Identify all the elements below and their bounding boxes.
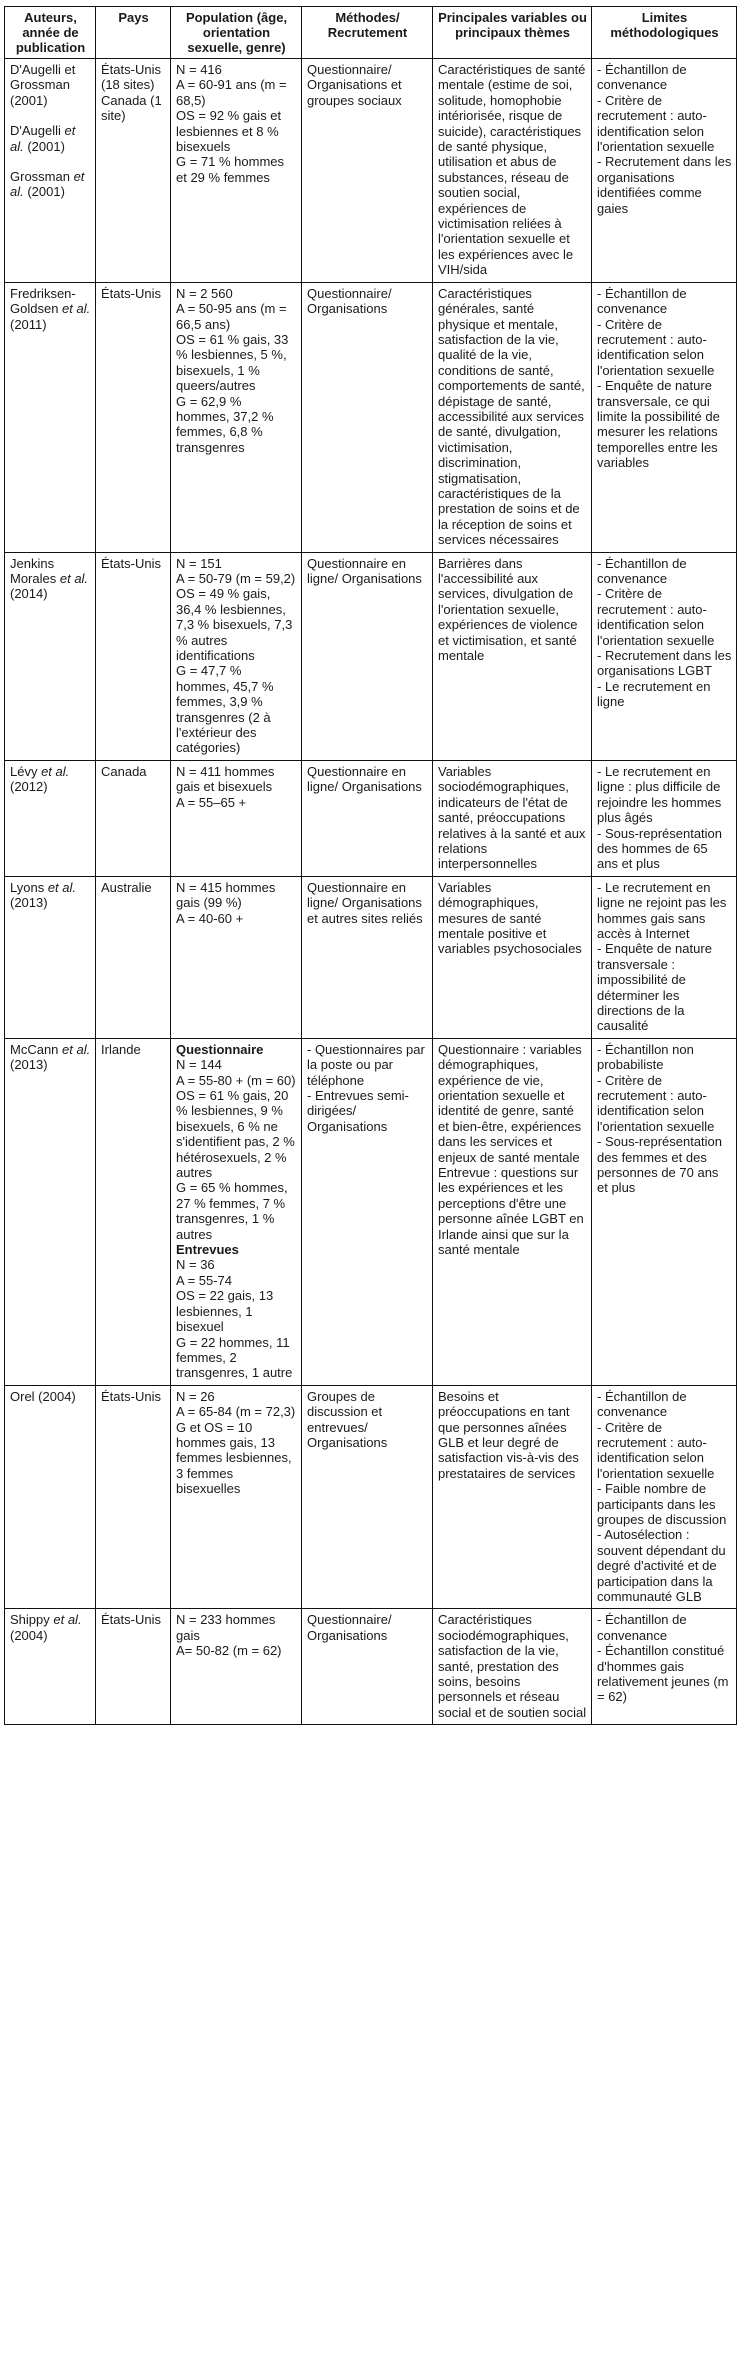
et-al: et al. — [53, 1612, 82, 1628]
header-themes: Principales variables ou principaux thèmes — [433, 7, 592, 59]
population-line: N = 416 — [176, 62, 222, 77]
population-cell — [171, 760, 302, 876]
limit-line: - Critère de recrutement : auto-identification selon l'orientation sexuelle — [597, 1072, 715, 1134]
table-row — [5, 760, 737, 876]
table-row — [5, 876, 737, 1038]
methods-cell — [302, 876, 433, 1038]
country-text: États-Unis — [101, 555, 161, 571]
table-row — [5, 1038, 737, 1385]
themes-cell — [433, 552, 592, 760]
population-line: A= 50-82 (m = 62) — [176, 1643, 282, 1659]
population-line: OS = 61 % gais, 20 % lesbiennes, 9 % bisexuels, 6 % ne s'identifient pas, 2 % hétérosexuels, 2 % autres — [176, 1088, 295, 1181]
limit-line: - Recrutement dans les organisations identifiées comme gaies — [597, 154, 732, 216]
method-line: Questionnaire/ Organisations — [307, 285, 392, 317]
author-name: Orel (2004) — [10, 1388, 76, 1404]
country-cell — [96, 1609, 171, 1725]
et-al: et al. — [62, 301, 91, 317]
methods-cell — [302, 1038, 433, 1385]
themes-text: Caractéristiques sociodémographiques, satisfaction de la vie, santé, prestation des soins, besoins personnels et réseau social et de soutien social — [438, 1612, 587, 1720]
limit-line: - Le recrutement en ligne ne rejoint pas les hommes gais sans accès à Internet — [597, 879, 727, 941]
header-authors: Auteurs, année de publication — [5, 7, 96, 59]
author-name: D'Augelli — [10, 123, 65, 139]
methods-cell — [302, 282, 433, 552]
themes-text: Barrières dans l'accessibilité aux services, divulgation de l'orientation sexuelle, expériences de violence et victimisation, et santé mentale — [438, 555, 578, 664]
themes-text: Variables démographiques, mesures de santé mentale positive et variables psychosociales — [438, 879, 582, 957]
et-al: et al. — [10, 169, 85, 200]
themes-text: Besoins et préoccupations en tant que personnes aînées GLB et leur degré de satisfaction vis-à-vis des prestataires de services — [438, 1388, 579, 1481]
population-line: N = 36 — [176, 1257, 215, 1273]
limit-line: - Échantillon non probabiliste — [597, 1041, 694, 1073]
themes-cell — [433, 1038, 592, 1385]
methods-cell — [302, 552, 433, 760]
limits-cell — [592, 1038, 737, 1385]
methods-cell — [302, 1609, 433, 1725]
method-line: Questionnaire/ Organisations et groupes sociaux — [307, 62, 402, 108]
limits-cell — [592, 552, 737, 760]
et-al: et al. — [62, 1041, 91, 1057]
limit-line: - Critère de recrutement : auto-identification selon l'orientation sexuelle — [597, 586, 715, 648]
limits-cell — [592, 59, 737, 283]
population-line: A = 60-91 ans (m = 68,5) — [176, 77, 287, 108]
author-year: (2001) — [23, 138, 65, 154]
method-line: Questionnaire en ligne/ Organisations — [307, 763, 422, 795]
population-line: N = 2 560 — [176, 285, 233, 301]
table-header-row — [5, 7, 737, 59]
authors-cell — [5, 760, 96, 876]
limit-line: - Échantillon de convenance — [597, 62, 687, 93]
country-text: Irlande — [101, 1041, 141, 1057]
country-text: États-Unis — [101, 1612, 161, 1628]
et-al: et al. — [59, 571, 89, 586]
authors-cell — [5, 876, 96, 1038]
author-name: Lévy — [10, 763, 42, 779]
limit-line: - Critère de recrutement : auto-identification selon l'orientation sexuelle — [597, 316, 715, 378]
author-year: (2013) — [10, 895, 48, 911]
limit-line: - Critère de recrutement : auto-identification selon l'orientation sexuelle — [597, 1419, 715, 1481]
methods-cell — [302, 760, 433, 876]
population-line: A = 55–65 + — [176, 794, 247, 810]
population-cell — [171, 282, 302, 552]
methods-cell — [302, 59, 433, 283]
population-line: OS = 49 % gais, 36,4 % lesbiennes, 7,3 % bisexuels, 7,3 % autres identifications — [176, 586, 293, 664]
country-text: Canada (1 site) — [101, 92, 162, 124]
et-al: et al. — [47, 879, 77, 895]
author-citation — [10, 1042, 91, 1073]
limit-line: - Échantillon de convenance — [597, 1612, 687, 1643]
population-subheading: Questionnaire — [176, 1041, 264, 1057]
limits-cell — [592, 1385, 737, 1609]
header-population: Population (âge, orientation sexuelle, genre) — [171, 7, 302, 59]
country-cell — [96, 282, 171, 552]
author-year: (2004) — [10, 1627, 48, 1643]
limit-line: - Enquête de nature transversale : impossibilité de déterminer les directions de la causalité — [597, 941, 712, 1034]
table-row — [5, 1385, 737, 1609]
limit-line: - Le recrutement en ligne — [597, 678, 711, 710]
author-citation — [10, 123, 91, 154]
authors-cell — [5, 282, 96, 552]
population-line: N = 151 — [176, 555, 222, 571]
population-line: G et OS = 10 hommes gais, 13 femmes lesbiennes, 3 femmes bisexuelles — [176, 1419, 292, 1497]
authors-cell — [5, 1038, 96, 1385]
population-line: OS = 61 % gais, 33 % lesbiennes, 5 %, bisexuels, 1 % queers/autres — [176, 331, 289, 394]
population-line: OS = 22 gais, 13 lesbiennes, 1 bisexuel — [176, 1288, 274, 1335]
limit-line: - Le recrutement en ligne : plus difficile de rejoindre les hommes plus âgés — [597, 763, 722, 826]
table-body — [5, 59, 737, 1725]
author-citation — [10, 880, 91, 911]
limit-line: - Échantillon de convenance — [597, 555, 687, 586]
population-line: G = 62,9 % hommes, 37,2 % femmes, 6,8 % transgenres — [176, 393, 274, 455]
population-line: A = 50-79 (m = 59,2) — [176, 571, 296, 586]
themes-cell — [433, 1609, 592, 1725]
population-line: N = 233 hommes gais — [176, 1612, 276, 1643]
limit-line: - Échantillon constitué d'hommes gais relativement jeunes (m = 62) — [597, 1643, 729, 1705]
table-row — [5, 552, 737, 760]
country-cell — [96, 1385, 171, 1609]
limit-line: - Critère de recrutement : auto-identification selon l'orientation sexuelle — [597, 92, 715, 155]
method-line: Questionnaire en ligne/ Organisations — [307, 555, 422, 586]
population-line: A = 50-95 ans (m = 66,5 ans) — [176, 301, 287, 332]
population-line: A = 55-80 + (m = 60) — [176, 1072, 296, 1088]
population-line: N = 415 hommes gais (99 %) — [176, 879, 276, 911]
author-year: (2001) — [23, 184, 65, 200]
themes-text: Variables sociodémographiques, indicateurs de l'état de santé, préoccupations relatives à la santé et aux relations interpersonnelles — [438, 763, 586, 872]
limits-cell — [592, 282, 737, 552]
population-line: G = 71 % hommes et 29 % femmes — [176, 154, 285, 185]
themes-cell — [433, 59, 592, 283]
population-cell — [171, 1385, 302, 1609]
authors-cell — [5, 552, 96, 760]
spacer — [10, 154, 91, 169]
limit-line: - Enquête de nature transversale, ce qui limite la possibilité de mesurer les relations temporelles entre les variables — [597, 378, 720, 471]
method-line: Groupes de discussion et entrevues/ Organisations — [307, 1388, 388, 1450]
author-name: McCann — [10, 1041, 63, 1057]
method-line: Questionnaire/ Organisations — [307, 1612, 392, 1643]
themes-text: Caractéristiques générales, santé physique et mentale, satisfaction de la vie, qualité de la vie, conditions de santé, comportements de santé, dépistage de santé, accessibilité aux services de santé, divulgation, victimisation, discrimination, stigmatisation, caractéristiques de la prestation de soins et de la réception de soins et services nécessaires — [438, 285, 585, 548]
header-limits: Limites méthodologiques — [592, 7, 737, 59]
author-citation — [10, 556, 91, 602]
themes-text: Questionnaire : variables démographiques, expérience de vie, orientation sexuelle et identité de genre, santé et bien-être, expériences dans les services et enjeux de santé mentale Entrevue : questions sur les expériences et les perceptions d'être une personne aînée LGBT en Irlande ainsi que sur la santé mentale — [438, 1041, 584, 1258]
method-line: - Questionnaires par la poste ou par téléphone — [307, 1041, 425, 1088]
population-line: N = 411 hommes gais et bisexuels — [176, 763, 275, 795]
author-citation — [10, 764, 91, 795]
country-cell — [96, 1038, 171, 1385]
author-year: (2012) — [10, 779, 48, 795]
country-text: États-Unis (18 sites) — [101, 62, 161, 93]
author-citation — [10, 286, 91, 332]
limit-line: - Sous-représentation des hommes de 65 ans et plus — [597, 825, 723, 872]
population-line: N = 26 — [176, 1388, 215, 1404]
author-name: Lyons — [10, 879, 48, 895]
et-al: et al. — [41, 763, 70, 779]
author-name: Grossman — [10, 169, 74, 185]
limits-cell — [592, 760, 737, 876]
author-name: Shippy — [10, 1612, 54, 1628]
population-cell — [171, 552, 302, 760]
population-line: G = 65 % hommes, 27 % femmes, 7 % transgenres, 1 % autres — [176, 1180, 288, 1242]
author-name: Jenkins Morales — [10, 555, 60, 586]
themes-cell — [433, 282, 592, 552]
population-cell — [171, 59, 302, 283]
author-year: (2011) — [10, 316, 47, 332]
limit-line: - Recrutement dans les organisations LGBT — [597, 648, 732, 679]
et-al: et al. — [10, 123, 76, 154]
method-line: - Entrevues semi-dirigées/ Organisations — [307, 1088, 409, 1134]
population-line: OS = 92 % gais et lesbiennes et 8 % bisexuels — [176, 108, 282, 155]
population-line: N = 144 — [176, 1057, 222, 1073]
studies-table — [4, 6, 737, 1725]
population-cell — [171, 1038, 302, 1385]
population-line: G = 47,7 % hommes, 45,7 % femmes, 3,9 % transgenres (2 à l'extérieur des catégories) — [176, 663, 274, 756]
population-cell — [171, 1609, 302, 1725]
limit-line: - Faible nombre de participants dans les groupes de discussion — [597, 1481, 727, 1527]
themes-cell — [433, 1385, 592, 1609]
limit-line: - Échantillon de convenance — [597, 285, 687, 317]
author-name: Fredriksen-Goldsen — [10, 285, 76, 317]
population-line: G = 22 hommes, 11 femmes, 2 transgenres, 1 autre — [176, 1334, 293, 1381]
table-row — [5, 1609, 737, 1725]
limits-cell — [592, 1609, 737, 1725]
population-line: A = 40-60 + — [176, 910, 244, 926]
author-name: D'Augelli et Grossman (2001) — [10, 62, 76, 108]
country-cell — [96, 760, 171, 876]
table-row — [5, 59, 737, 283]
population-cell — [171, 876, 302, 1038]
author-citation — [10, 169, 91, 200]
author-citation — [10, 1389, 91, 1404]
author-year: (2013) — [10, 1057, 48, 1073]
themes-text: Caractéristiques de santé mentale (estime de soi, solitude, homophobie intériorisée, risque de suicide), caractéristiques de santé physique, utilisation et abus de substances, réseau de soutien social, expériences de victimisation reliées à l'orientation sexuelle et les expériences avec le VIH/sida — [438, 62, 586, 278]
population-subheading: Entrevues — [176, 1242, 239, 1258]
table-row — [5, 282, 737, 552]
author-year: (2014) — [10, 586, 48, 602]
population-line: A = 65-84 (m = 72,3) — [176, 1404, 296, 1420]
limit-line: - Échantillon de convenance — [597, 1388, 687, 1420]
spacer — [10, 108, 91, 123]
themes-cell — [433, 876, 592, 1038]
country-cell — [96, 876, 171, 1038]
country-cell — [96, 552, 171, 760]
limit-line: - Sous-représentation des femmes et des personnes de 70 ans et plus — [597, 1134, 723, 1196]
authors-cell — [5, 1385, 96, 1609]
country-text: Australie — [101, 879, 152, 895]
themes-cell — [433, 760, 592, 876]
country-text: Canada — [101, 763, 147, 779]
header-methods: Méthodes/ Recrutement — [302, 7, 433, 59]
limits-cell — [592, 876, 737, 1038]
author-citation — [10, 62, 91, 108]
country-text: États-Unis — [101, 1388, 161, 1404]
method-line: Questionnaire en ligne/ Organisations et autres sites reliés — [307, 879, 423, 926]
authors-cell — [5, 1609, 96, 1725]
country-text: États-Unis — [101, 285, 161, 301]
authors-cell — [5, 59, 96, 283]
header-country: Pays — [96, 7, 171, 59]
country-cell — [96, 59, 171, 283]
methods-cell — [302, 1385, 433, 1609]
population-line: A = 55-74 — [176, 1272, 233, 1288]
limit-line: - Autosélection : souvent dépendant du degré d'activité et de participation dans la communauté GLB — [597, 1527, 726, 1604]
author-citation — [10, 1612, 91, 1643]
